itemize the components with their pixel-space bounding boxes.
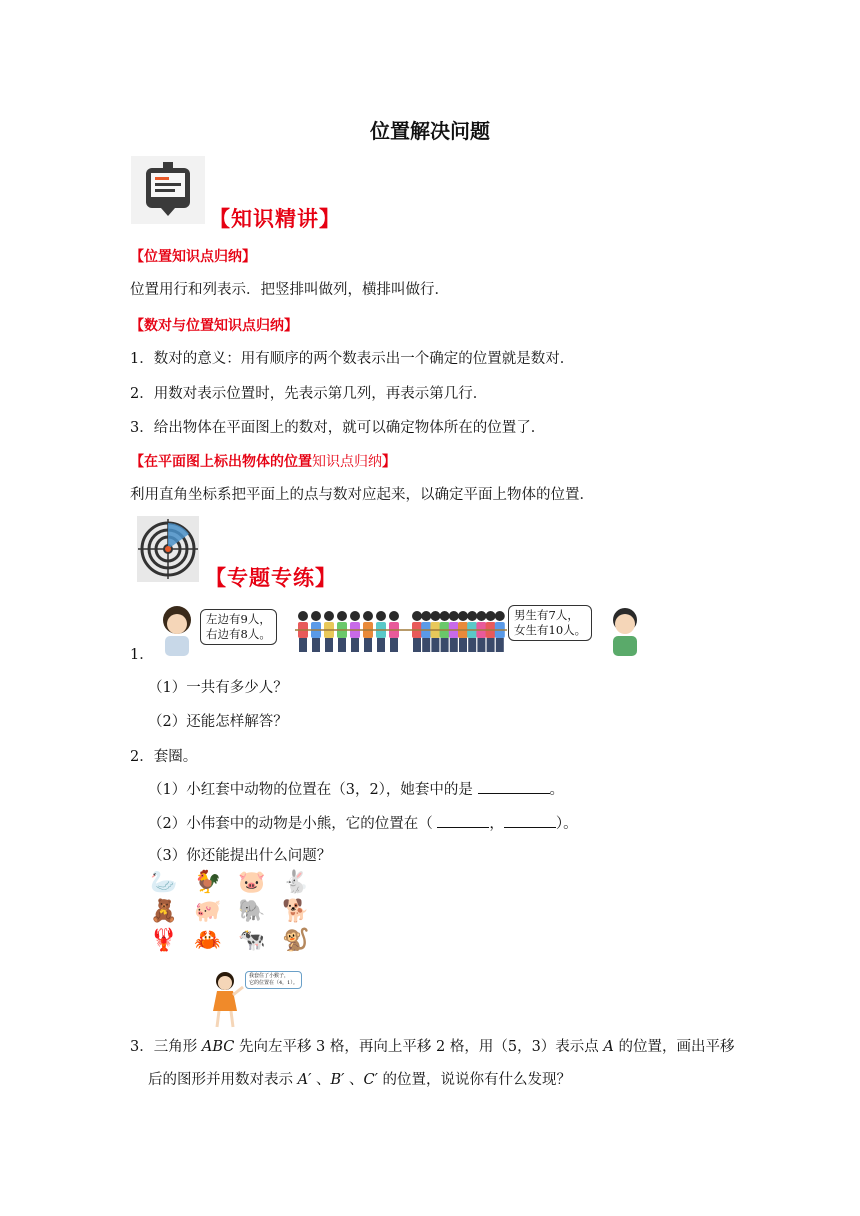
kp3-text: 利用直角坐标系把平面上的点与数对应起来，以确定平面上物体的位置．	[130, 487, 594, 503]
animal-icon: 🐒	[282, 928, 310, 953]
q2-sub1: （1）小红套中动物的位置在（3，2），她套中的是 。	[148, 779, 564, 800]
answer-blank[interactable]	[478, 779, 550, 794]
answer-blank[interactable]	[437, 813, 489, 828]
kp2-item: 1．数对的意义：用有顺序的两个数表示出一个确定的位置就是数对．	[130, 351, 575, 367]
kp2-item: 3．给出物体在平面图上的数对，就可以确定物体所在的位置了．	[130, 420, 546, 436]
animal-grid	[150, 870, 332, 956]
animal-icon: 🐇	[282, 870, 310, 895]
kp2-item: 2．用数对表示位置时，先表示第几列，再表示第几行．	[130, 386, 488, 402]
q2-sub3: （3）你还能提出什么问题？	[148, 848, 332, 864]
kp3-heading: 【在平面图上标出物体的位置知识点归纳】	[130, 454, 396, 470]
section-banner-practice: 【专题专练】	[205, 566, 337, 590]
speech-bubble-right: 男生有7人， 女生有10人。	[508, 605, 592, 641]
page-title: 位置解决问题	[370, 119, 490, 143]
target-icon	[137, 516, 199, 582]
kp1-heading: 【位置知识点归纳】	[130, 249, 256, 265]
animal-icon: 🦞	[150, 928, 178, 953]
animal-icon: 🧸	[150, 899, 178, 924]
q3-line1: 3．三角形 ABC 先向左平移 3 格，再向上平移 2 格，用（5，3）表示点 A 的位置，画出平移	[130, 1039, 735, 1055]
animal-icon: 🦀	[194, 928, 222, 953]
q1-illustration	[155, 600, 647, 658]
q1-number: 1．	[130, 647, 154, 663]
animal-icon: 🐘	[238, 899, 266, 924]
q1-sub2: （2）还能怎样解答？	[148, 714, 288, 730]
q3-line2: 后的图形并用数对表示 A′ 、B′ 、C′ 的位置，说说你有什么发现？	[148, 1072, 572, 1088]
kp1-text: 位置用行和列表示．把竖排叫做列，横排叫做行．	[130, 282, 449, 298]
girl-speech-bubble: 我套住了小猴子， 它的位置在（4，1）。	[245, 971, 302, 989]
section-banner-knowledge: 【知识精讲】	[209, 207, 341, 231]
answer-blank[interactable]	[504, 813, 556, 828]
animal-icon: 🐖	[194, 899, 222, 924]
q2-sub2: （2）小伟套中的动物是小熊，它的位置在（ ， ）。	[148, 813, 578, 834]
q1-sub1: （1）一共有多少人？	[148, 680, 288, 696]
q2-stem: 2．套圈。	[130, 749, 198, 765]
animal-icon: 🦢	[150, 870, 178, 895]
kp2-heading: 【数对与位置知识点归纳】	[130, 318, 298, 334]
speech-bubble-left: 左边有9人， 右边有8人。	[200, 609, 277, 645]
animal-icon: 🐕	[282, 899, 310, 924]
girl-illustration	[205, 965, 315, 1035]
animal-icon: 🐓	[194, 870, 222, 895]
presentation-board-icon	[131, 156, 205, 224]
animal-icon: 🐄	[238, 928, 266, 953]
animal-icon: 🐷	[238, 870, 266, 895]
